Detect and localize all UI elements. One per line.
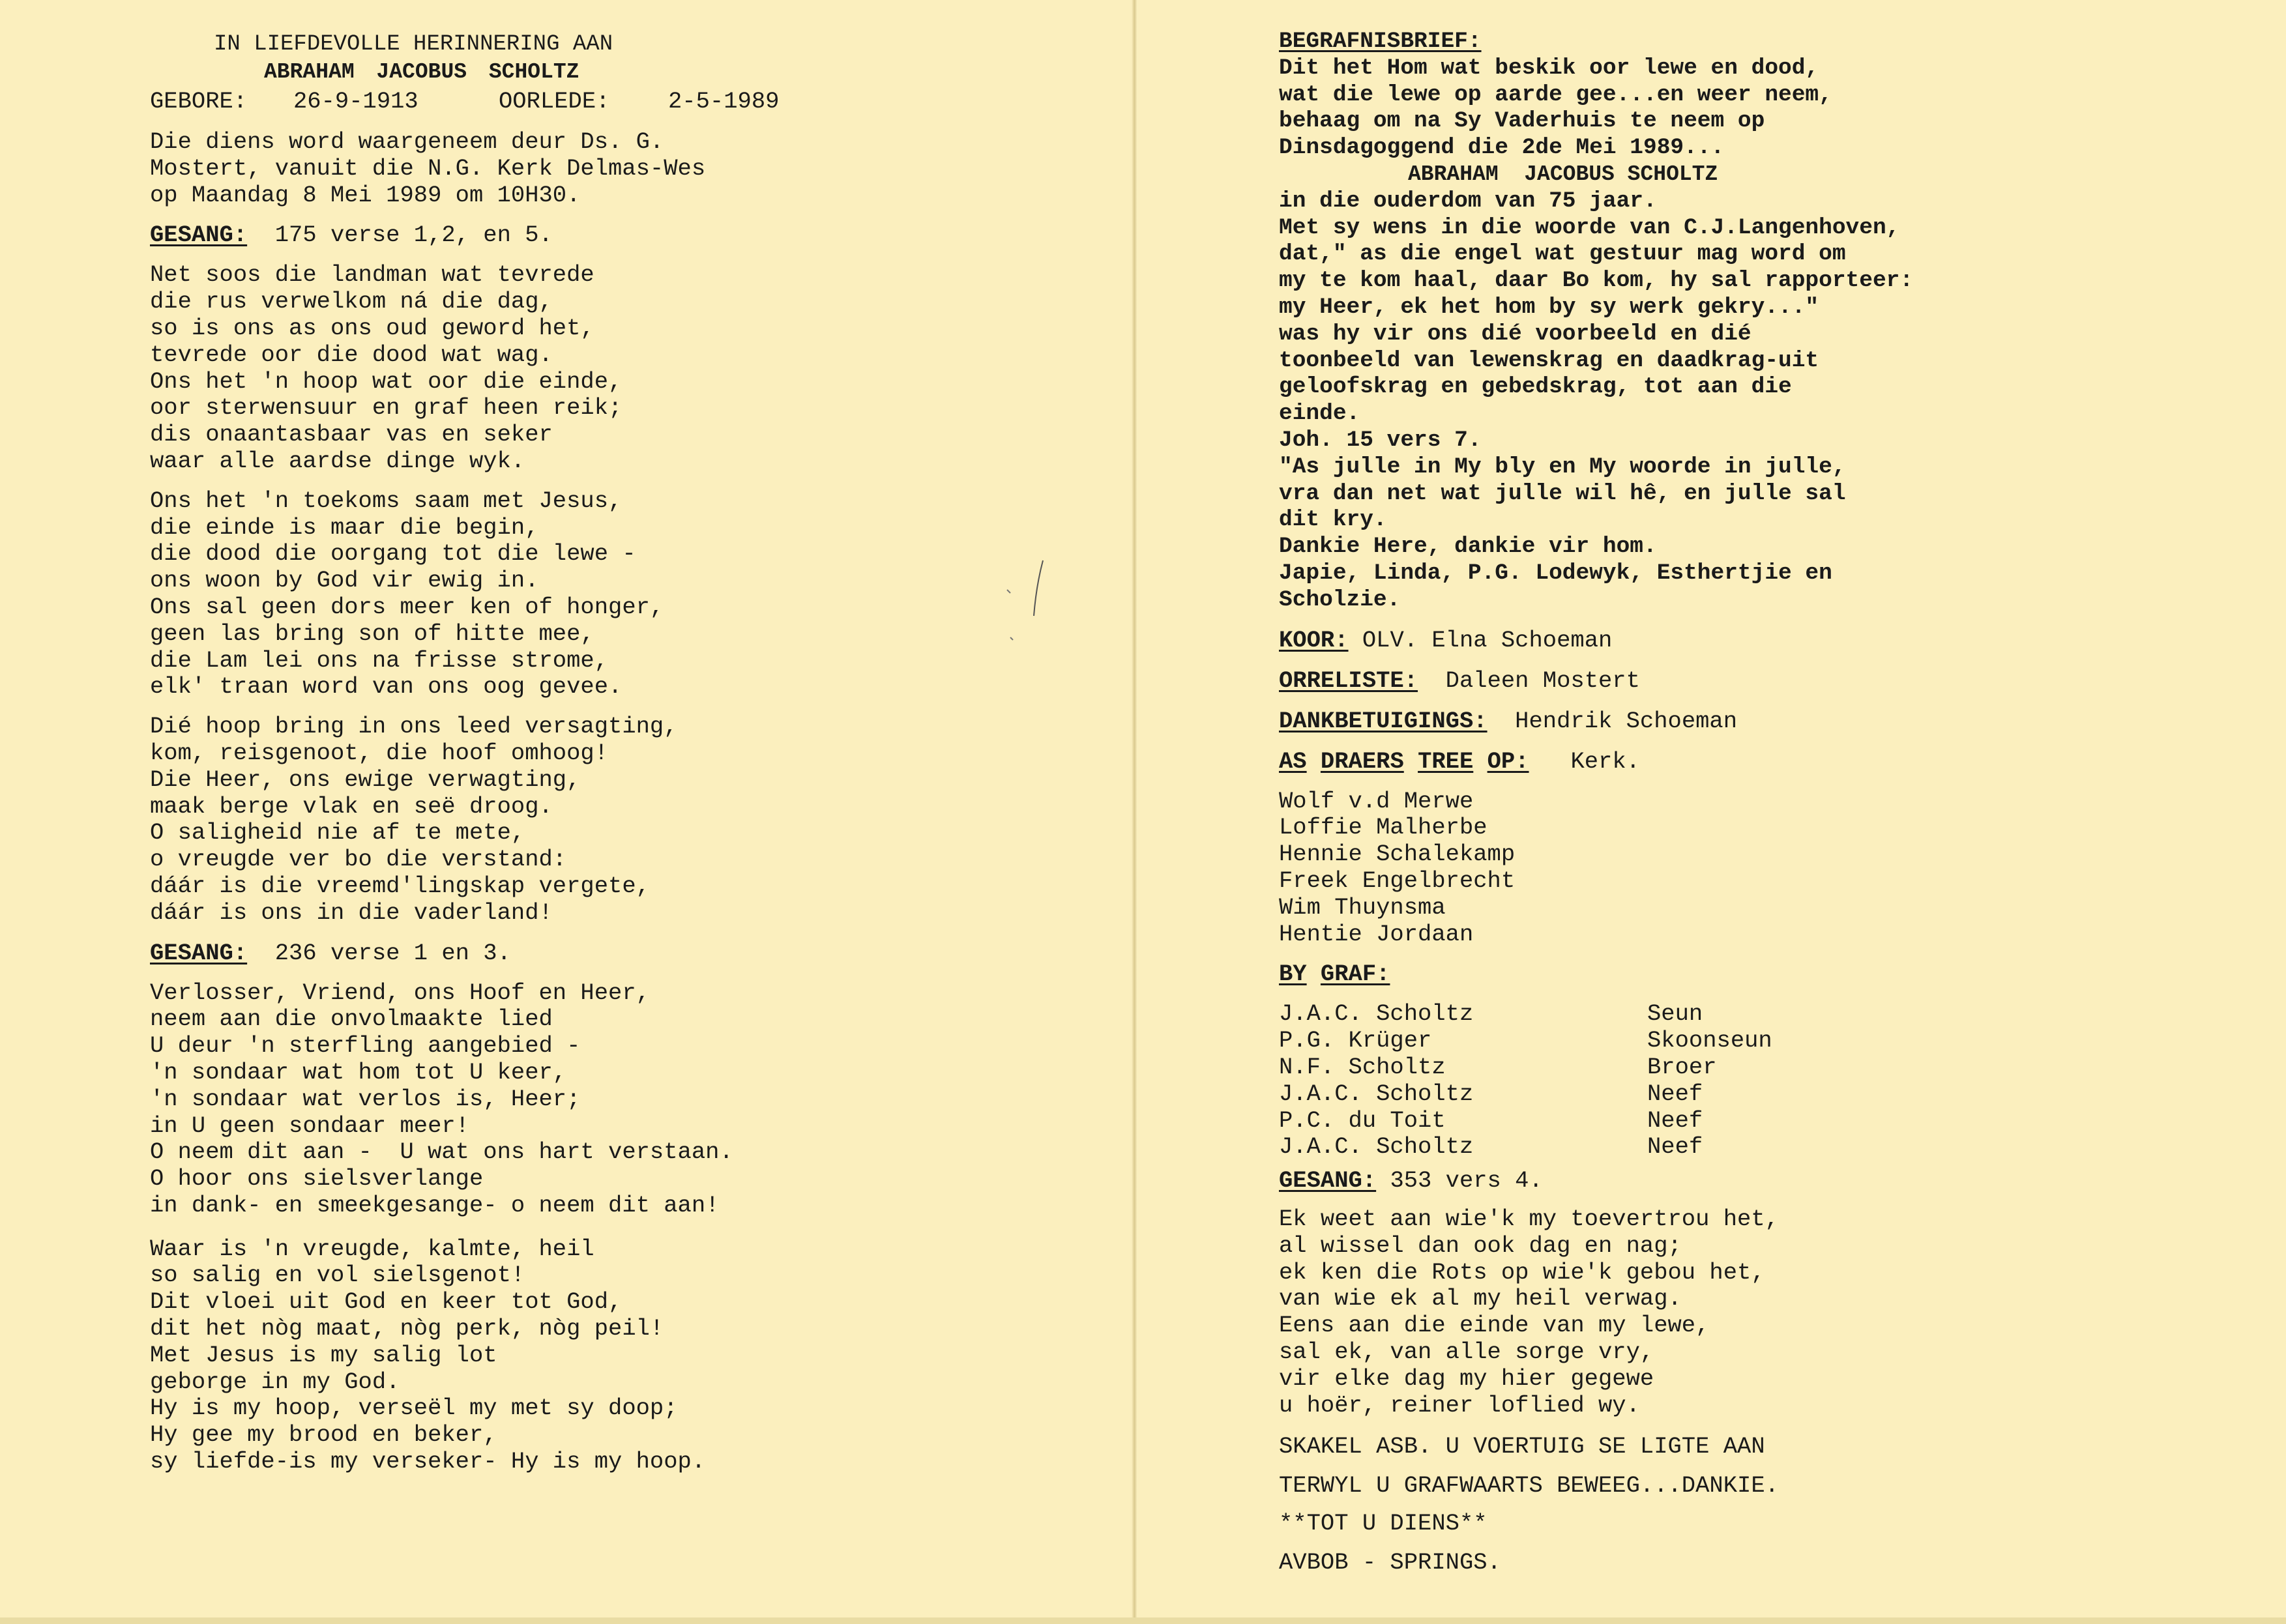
verse-line: o vreugde ver bo die verstand: — [150, 846, 567, 873]
letter-line: behaag om na Sy Vaderhuis te neem op — [1279, 108, 1765, 134]
letter-line: dat," as die engel wat gestuur mag word om — [1279, 241, 1846, 267]
hymn-label: GESANG: — [1279, 1167, 1377, 1195]
letter-line: Japie, Linda, P.G. Lodewyk, Esthertjie en — [1279, 560, 1832, 586]
hymn-verse — [1279, 1206, 2244, 1419]
letter-line: vra dan net wat julle wil hê, en julle sal — [1279, 480, 1846, 506]
verse-line: so salig en vol sielsgenot! — [150, 1262, 525, 1289]
grave-name: J.A.C. Scholtz — [1279, 1080, 1474, 1107]
hymn-heading — [150, 940, 1102, 967]
bearers-place: Kerk. — [1570, 747, 1640, 775]
grave-relation: Skoonseun — [1647, 1027, 1772, 1054]
letter-line: Dankie Here, dankie vir hom. — [1279, 534, 1657, 560]
born-label: GEBORE: — [150, 88, 248, 115]
organist-label: ORRELISTE: — [1279, 667, 1418, 694]
grave-name: P.G. Krüger — [1279, 1027, 1432, 1054]
choir-value: OLV. Elna Schoeman — [1362, 626, 1613, 654]
hymn-verse — [150, 1236, 1102, 1475]
paper-bottom-edge — [0, 1617, 2286, 1624]
verse-line: vir elke dag my hier gegewe — [1279, 1365, 1654, 1392]
verse-line: Verlosser, Vriend, ons Hoof en Heer, — [150, 979, 650, 1006]
letter-line: dit kry. — [1279, 507, 1387, 533]
verse-line: die rus verwelkom ná die dag, — [150, 288, 553, 315]
verse-line: Die Heer, ons ewige verwagting, — [150, 766, 581, 793]
letter-line: geloofskrag en gebedskrag, tot aan die — [1279, 374, 1792, 400]
grave-label-word: GRAF: — [1320, 961, 1390, 988]
grave-relation: Neef — [1647, 1107, 1703, 1134]
letter-line: my te kom haal, daar Bo kom, hy sal rapporteer: — [1279, 268, 1914, 294]
verse-line: Waar is 'n vreugde, kalmte, heil — [150, 1235, 594, 1262]
memorial-heading: IN LIEFDEVOLLE HERINNERING AAN — [214, 32, 613, 57]
right-column — [1279, 29, 2244, 1576]
grave-label-word: BY — [1279, 961, 1307, 988]
hymn-verse — [150, 262, 1102, 474]
hymn-reference: 236 verse 1 en 3. — [274, 939, 511, 966]
verse-line: O neem dit aan - U wat ons hart verstaan. — [150, 1138, 733, 1166]
died-label: OORLEDE: — [499, 88, 610, 115]
letter-line: was hy vir ons dié voorbeeld en dié — [1279, 321, 1751, 347]
headlights-notice: SKAKEL ASB. U VOERTUIG SE LIGTE AAN — [1279, 1433, 1765, 1460]
grave-name: J.A.C. Scholtz — [1279, 1133, 1474, 1161]
verse-line: sy liefde-is my verseker- Hy is my hoop. — [150, 1448, 706, 1475]
organist-value: Daleen Mostert — [1445, 667, 1640, 694]
thanks-value: Hendrik Schoeman — [1515, 707, 1738, 734]
verse-line: Ek weet aan wie'k my toevertrou het, — [1279, 1206, 1779, 1233]
bearers-label-word: OP: — [1487, 747, 1529, 775]
hymn-reference: 353 vers 4. — [1390, 1167, 1543, 1195]
page-fold — [1132, 0, 1137, 1624]
verse-line: kom, reisgenoot, die hoof omhoog! — [150, 739, 609, 766]
letter-line: "As julle in My bly en My woorde in julle, — [1279, 454, 1846, 480]
verse-line: Ons sal geen dors meer ken of honger, — [150, 593, 664, 620]
grave-name: J.A.C. Scholtz — [1279, 1000, 1474, 1028]
hymn-heading — [1279, 1167, 2244, 1195]
letter-line: Joh. 15 vers 7. — [1279, 427, 1482, 453]
choir-row — [1279, 627, 2244, 654]
verse-line: die einde is maar die begin, — [150, 514, 539, 541]
verse-line: Hy gee my brood en beker, — [150, 1421, 497, 1449]
bearers-label-word: AS — [1279, 747, 1307, 775]
verse-line: waar alle aardse dinge wyk. — [150, 447, 525, 474]
letter-label: BEGRAFNISBRIEF: — [1279, 29, 1482, 54]
dates-row — [150, 87, 1102, 116]
bearer-name: Loffie Malherbe — [1279, 814, 1487, 841]
organist-row — [1279, 667, 2244, 695]
born-date: 26-9-1913 — [293, 88, 418, 115]
bearer-name: Wolf v.d Merwe — [1279, 787, 1474, 815]
verse-line: die dood die oorgang tot die lewe - — [150, 540, 636, 568]
letter-line: wat die lewe op aarde gee...en weer neem, — [1279, 81, 1832, 108]
service-details — [150, 129, 1102, 209]
letter-line: Scholzie. — [1279, 587, 1401, 613]
verse-line: Ons het 'n toekoms saam met Jesus, — [150, 487, 623, 514]
hymn-verse — [150, 980, 1102, 1219]
undertaker-footer: AVBOB - SPRINGS. — [1279, 1549, 1501, 1576]
verse-line: maak berge vlak en seë droog. — [150, 792, 553, 820]
verse-line: dis onaantasbaar vas en seker — [150, 421, 553, 448]
letter-line: in die ouderdom van 75 jaar. — [1279, 188, 1657, 214]
verse-line: so is ons as ons oud geword het, — [150, 314, 594, 341]
deceased-name: ABRAHAM JACOBUS SCHOLTZ — [264, 60, 579, 84]
bearer-name: Hennie Schalekamp — [1279, 841, 1516, 868]
letter-line: einde. — [1279, 401, 1360, 427]
verse-line: U deur 'n sterfling aangebied - — [150, 1032, 581, 1060]
verse-line: Ons het 'n hoop wat oor die einde, — [150, 368, 623, 395]
bearers-list — [1279, 789, 2244, 948]
grave-relation: Neef — [1647, 1133, 1703, 1161]
verse-line: sal ek, van alle sorge vry, — [1279, 1339, 1654, 1366]
verse-line: Dit vloei uit God en keer tot God, — [150, 1288, 623, 1316]
grave-list — [1279, 1001, 2244, 1161]
letter-line: my Heer, ek het hom by sy werk gekry..." — [1279, 294, 1819, 320]
hymn-verse — [150, 714, 1102, 926]
verse-line: oor sterwensuur en graf heen reik; — [150, 394, 623, 422]
verse-line: geborge in my God. — [150, 1368, 400, 1395]
verse-line: ons woon by God vir ewig in. — [150, 567, 539, 594]
verse-line: neem aan die onvolmaakte lied — [150, 1006, 553, 1033]
letter-line: Dit het Hom wat beskik oor lewe en dood, — [1279, 55, 1819, 81]
letter-line: Dinsdagoggend die 2de Mei 1989... — [1279, 135, 1725, 161]
verse-line: O hoor ons sielsverlange — [150, 1165, 484, 1193]
verse-line: elk' traan word van ons oog gevee. — [150, 673, 623, 701]
verse-line: 'n sondaar wat verlos is, Heer; — [150, 1085, 581, 1112]
funeral-letter — [1279, 55, 2244, 614]
grave-relation: Neef — [1647, 1080, 1703, 1107]
verse-line: in U geen sondaar meer! — [150, 1112, 469, 1139]
verse-line: Eens aan die einde van my lewe, — [1279, 1312, 1710, 1339]
choir-label: KOOR: — [1279, 626, 1349, 654]
service-notice: **TOT U DIENS** — [1279, 1510, 1487, 1537]
bearer-name: Wim Thuynsma — [1279, 893, 1446, 921]
hymn-label: GESANG: — [150, 222, 248, 249]
hymn-label: GESANG: — [150, 939, 248, 966]
grave-name: P.C. du Toit — [1279, 1107, 1446, 1134]
verse-line: ek ken die Rots op wie'k gebou het, — [1279, 1258, 1765, 1286]
grave-relation: Seun — [1647, 1000, 1703, 1028]
verse-line: in dank- en smeekgesange- o neem dit aan! — [150, 1191, 720, 1219]
hymn-verse — [150, 488, 1102, 701]
grave-row — [1279, 961, 2244, 988]
verse-line: Hy is my hoop, verseël my met sy doop; — [150, 1395, 678, 1422]
verse-line: O saligheid nie af te mete, — [150, 819, 525, 847]
thanks-row — [1279, 708, 2244, 735]
grave-name: N.F. Scholtz — [1279, 1053, 1446, 1080]
hymn-reference: 175 verse 1,2, en 5. — [274, 222, 553, 249]
letter-heading — [1279, 29, 2244, 55]
verse-line: 'n sondaar wat hom tot U keer, — [150, 1058, 567, 1086]
text-line: op Maandag 8 Mei 1989 om 10H30. — [150, 181, 581, 209]
bearers-label-word: DRAERS — [1320, 747, 1404, 775]
bearer-name: Hentie Jordaan — [1279, 920, 1474, 948]
verse-line: geen las bring son of hitte mee, — [150, 620, 594, 647]
verse-line: Met Jesus is my salig lot — [150, 1341, 497, 1369]
verse-line: tevrede oor die dood wat wag. — [150, 341, 553, 368]
text-line: Mostert, vanuit die N.G. Kerk Delmas-Wes — [150, 154, 706, 182]
thanks-label: DANKBETUIGINGS: — [1279, 707, 1487, 734]
verse-line: dáár is die vreemd'lingskap vergete, — [150, 872, 650, 899]
grave-relation: Broer — [1647, 1053, 1717, 1080]
text-line: Die diens word waargeneem deur Ds. G. — [150, 128, 664, 155]
letter-name: ABRAHAM JACOBUS SCHOLTZ — [1408, 162, 1718, 186]
left-column — [150, 31, 1102, 1475]
verse-line: u hoër, reiner loflied wy. — [1279, 1391, 1640, 1419]
verse-line: van wie ek al my heil verwag. — [1279, 1285, 1682, 1312]
bearers-row — [1279, 748, 2244, 776]
verse-line: die Lam lei ons na frisse strome, — [150, 646, 609, 674]
verse-line: al wissel dan ook dag en nag; — [1279, 1232, 1682, 1259]
hymn-heading — [150, 222, 1102, 249]
verse-line: dit het nòg maat, nòg perk, nòg peil! — [150, 1315, 664, 1342]
verse-line: Net soos die landman wat tevrede — [150, 261, 594, 289]
bearer-name: Freek Engelbrecht — [1279, 867, 1516, 894]
letter-line: toonbeeld van lewenskrag en daadkrag-uit — [1279, 347, 1819, 373]
letter-line: Met sy wens in die woorde van C.J.Langenhoven, — [1279, 214, 1900, 240]
verse-line: dáár is ons in die vaderland! — [150, 899, 553, 926]
verse-line: Dié hoop bring in ons leed versagting, — [150, 713, 678, 740]
bearers-label-word: TREE — [1418, 747, 1474, 775]
graveside-notice: TERWYL U GRAFWAARTS BEWEEG...DANKIE. — [1279, 1472, 1779, 1500]
died-date: 2-5-1989 — [668, 88, 780, 115]
